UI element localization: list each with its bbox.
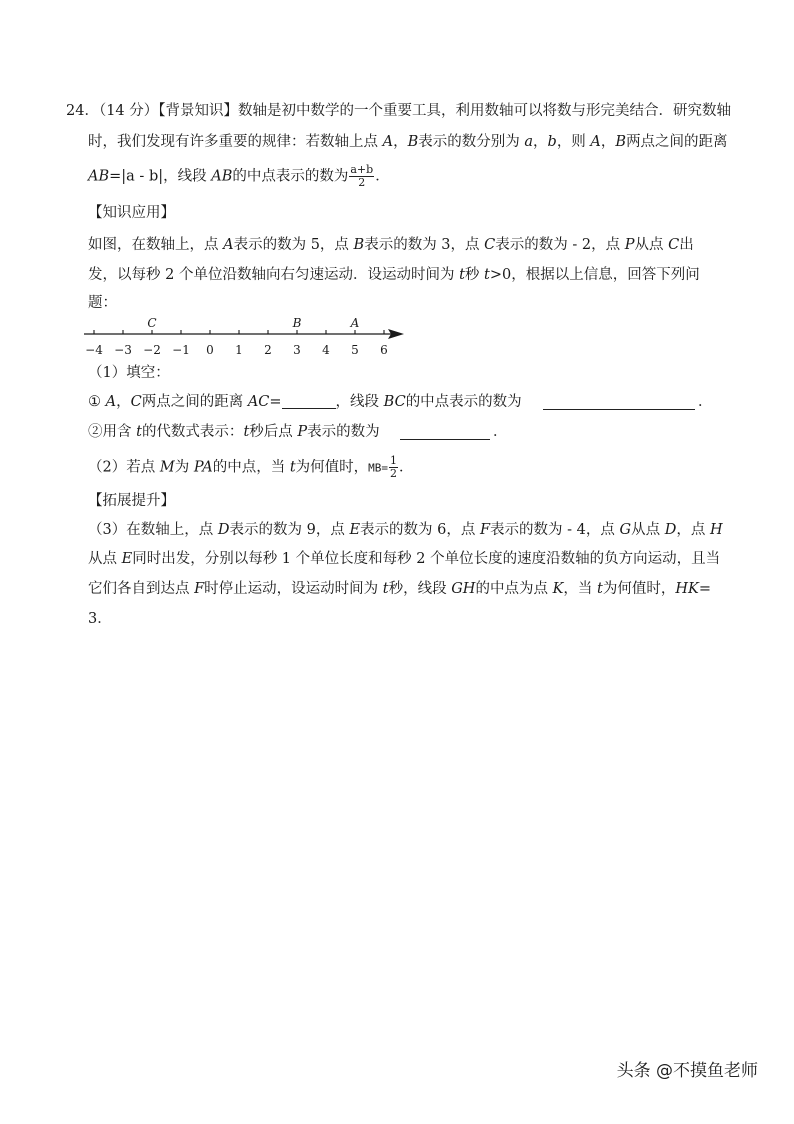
var-D: D <box>664 522 677 538</box>
text-run: 表示的数为 9，点 <box>229 522 350 538</box>
text-run: 从点 <box>634 237 669 253</box>
text-run: >0，根据以上信息，回答下列问 <box>489 267 700 283</box>
var-AB: AB <box>211 168 233 185</box>
text-run: 从点 <box>88 551 122 567</box>
number-line-points <box>147 316 359 330</box>
text-run: 两点之间的距离 <box>141 394 248 410</box>
text-run: ， <box>533 134 548 150</box>
text-run: ，点 <box>676 522 710 538</box>
var-GH: GH <box>451 581 476 597</box>
part1-q1-line <box>88 391 522 413</box>
var-A: A <box>223 237 234 253</box>
number-line-tick-label: 2 <box>264 343 272 357</box>
text-run: ． <box>375 168 390 185</box>
text-run: 为 <box>174 459 194 476</box>
var-E: E <box>349 522 361 538</box>
number-line-tick-label: 3 <box>293 343 301 357</box>
part3-line-3 <box>88 578 711 600</box>
midpoint-fraction <box>349 164 374 189</box>
text-run: ，当 <box>563 581 598 597</box>
var-F: F <box>194 581 205 597</box>
var-F: F <box>479 522 491 538</box>
var-t: t <box>243 424 250 440</box>
half-fraction <box>389 455 398 480</box>
number-line-point-a: A <box>350 316 360 330</box>
text-run: 表示的数为 3，点 <box>364 237 485 253</box>
part2-line <box>88 455 414 480</box>
part1-title: （1）填空： <box>88 365 170 381</box>
text-run: 从点 <box>631 522 665 538</box>
number-line-point-b: B <box>292 316 302 330</box>
var-t: t <box>484 267 490 283</box>
text-run: 时，我们发现有许多重要的规律：若数轴上点 <box>88 134 383 150</box>
var-AC: AC <box>247 394 270 410</box>
text-run: 的中点表示的数为 <box>405 394 522 410</box>
answer-blank-bc-midpoint[interactable] <box>543 393 695 410</box>
text-run: 表示的数为 - 2，点 <box>495 237 625 253</box>
var-B: B <box>407 134 419 150</box>
part3-line-4: 3． <box>88 611 112 627</box>
question-number: 24． <box>66 103 99 119</box>
text-run: （2）若点 <box>88 459 160 476</box>
question-points: （14 分） <box>98 103 159 119</box>
application-line-2 <box>88 264 700 286</box>
period: ． <box>493 424 508 440</box>
text-run: 秒后点 <box>249 424 298 440</box>
text-run: 如图，在数轴上，点 <box>88 237 224 253</box>
var-t: t <box>459 267 465 283</box>
number-line-tick-label: −2 <box>143 343 161 357</box>
var-C: C <box>130 394 142 410</box>
var-b: b <box>547 134 557 150</box>
text-run: 表示的数为 - 4，点 <box>490 522 620 538</box>
number-line-tick-label: 1 <box>235 343 243 357</box>
text-run: 的中点，当 <box>212 459 290 476</box>
number-line-tick-label: 4 <box>322 343 330 357</box>
text-run: 时停止运动，设运动时间为 <box>204 581 383 597</box>
text-run: 表示的数为 <box>307 424 380 440</box>
text-run: 表示的数为 5，点 <box>233 237 354 253</box>
var-t: t <box>597 581 603 597</box>
var-A: A <box>105 394 117 410</box>
fraction-numerator: 1 <box>390 454 398 467</box>
text-run: 为何值时， <box>602 581 676 597</box>
text-run: ②用含 <box>88 424 137 440</box>
var-D: D <box>217 522 230 538</box>
number-line-figure <box>84 312 414 360</box>
fraction-denominator: 2 <box>358 176 366 189</box>
var-P: P <box>624 237 635 253</box>
text-run: 为何值时， <box>295 459 369 476</box>
application-line-1 <box>88 234 694 256</box>
var-C: C <box>668 237 680 253</box>
question-header-line <box>66 100 731 122</box>
var-C: C <box>484 237 496 253</box>
application-line-3: 题： <box>88 295 117 311</box>
var-A: A <box>382 134 394 150</box>
text-run: 出 <box>679 237 694 253</box>
text-run: 同时出发，分别以每秒 1 个单位长度和每秒 2 个单位长度的速度沿数轴的负方向运动，且当 <box>132 551 721 567</box>
part1-q2-line <box>88 421 380 443</box>
text-run: （3）在数轴上，点 <box>88 522 218 538</box>
var-t: t <box>136 424 142 440</box>
fraction-numerator: a+b <box>350 163 374 176</box>
number-line-tick-label: −3 <box>114 343 132 357</box>
var-BC: BC <box>383 394 406 410</box>
var-K: K <box>552 581 564 597</box>
expr-MB: MB= <box>368 461 389 475</box>
var-A: A <box>590 134 601 150</box>
section-background: 【背景知识】 <box>158 103 239 119</box>
text-run: ① <box>88 394 106 410</box>
text-run: 它们各自到达点 <box>88 581 195 597</box>
var-H: H <box>709 522 723 538</box>
text-run: 表示的数为 6，点 <box>360 522 480 538</box>
fraction-denominator: 2 <box>390 467 398 480</box>
text-run: 的代数式表示： <box>141 424 244 440</box>
text-run: ，则 <box>556 134 591 150</box>
text-run: 的中点为点 <box>475 581 553 597</box>
var-B: B <box>615 134 627 150</box>
text-run: 发，以每秒 2 个单位沿数轴向右匀速运动．设运动时间为 <box>88 267 460 283</box>
var-a: a <box>524 134 534 150</box>
number-line-tick-label: 5 <box>351 343 359 357</box>
text-run: ，线段 <box>163 168 212 185</box>
number-line-tick-label: −4 <box>85 343 103 357</box>
var-E: E <box>121 551 133 567</box>
text-run: ， <box>393 134 408 150</box>
text-run: = <box>269 394 282 410</box>
background-line-2 <box>88 131 728 153</box>
number-line-tick-label: −1 <box>172 343 190 357</box>
var-t: t <box>289 459 296 476</box>
var-P: P <box>297 424 308 440</box>
var-AB: AB <box>88 168 110 185</box>
abs-expression: =|a - b| <box>109 168 164 185</box>
text-run: 的中点表示的数为 <box>232 168 349 185</box>
watermark: 头条 @不摸鱼老师 <box>616 1061 758 1081</box>
number-line-tick-label: 0 <box>206 343 214 357</box>
text-run: 表示的数分别为 <box>418 134 525 150</box>
answer-blank-ac[interactable] <box>282 392 336 409</box>
text-run: ，线段 <box>335 394 384 410</box>
text-run: ， <box>600 134 616 150</box>
var-B: B <box>353 237 365 253</box>
period: ． <box>698 394 713 410</box>
number-line-point-c: C <box>147 316 157 330</box>
text-run: 两点之间的距离 <box>626 134 728 150</box>
part3-line-1 <box>88 519 723 541</box>
number-line-tick-label: 6 <box>380 343 388 357</box>
var-G: G <box>619 522 632 538</box>
text-run: = <box>698 581 711 597</box>
var-M: M <box>159 459 175 476</box>
section-extension: 【拓展提升】 <box>88 493 175 509</box>
var-PA: PA <box>193 459 213 476</box>
background-text-1: 数轴是初中数学的一个重要工具，利用数轴可以将数与形完美结合．研究数轴 <box>238 103 732 119</box>
var-HK: HK <box>675 581 699 597</box>
answer-blank-p-expression[interactable] <box>400 423 490 440</box>
text-run: ． <box>399 459 414 476</box>
background-line-3 <box>88 164 390 189</box>
text-run: 秒 <box>464 267 484 283</box>
section-application: 【知识应用】 <box>88 205 175 221</box>
text-run: ， <box>116 394 131 410</box>
part3-line-2 <box>88 548 720 570</box>
text-run: 秒，线段 <box>388 581 452 597</box>
var-t: t <box>382 581 389 597</box>
